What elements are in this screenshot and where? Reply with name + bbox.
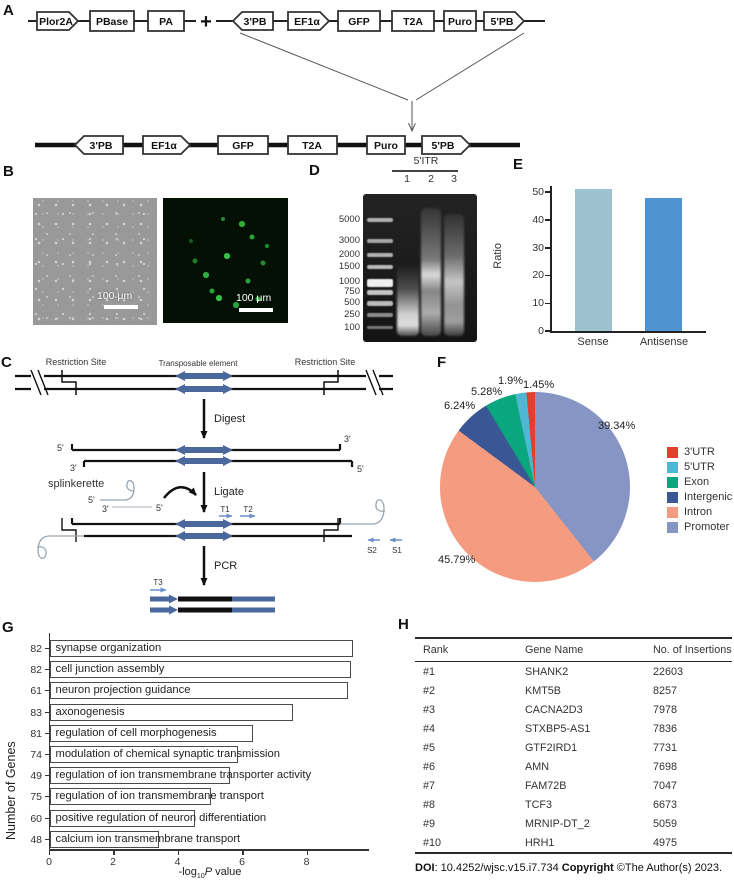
gfp-positive-cells (163, 198, 165, 200)
frag-5prime-left: 5' (57, 443, 64, 453)
sense-category-label: Sense (577, 336, 609, 348)
go-term-bar: cell junction assembly (50, 661, 352, 678)
antisense-category-label: Antisense (639, 336, 689, 348)
panel-label-d: D (309, 162, 320, 179)
donor-3pb-label: 3'PB (243, 16, 267, 28)
table-row: #7 FAM72B 7047 (423, 779, 678, 792)
digest-label: Digest (214, 413, 246, 425)
panel-label-a: A (3, 2, 14, 19)
g-ytick (45, 669, 49, 670)
ladder-500: 500 (344, 297, 360, 308)
int-5pb-label: 5'PB (431, 140, 455, 152)
gel-band (367, 301, 393, 306)
g-ytick (45, 648, 49, 649)
table-row: #10 HRH1 4975 (423, 836, 678, 849)
g-ytick (45, 818, 49, 819)
g-count: 81 (30, 728, 42, 740)
primer-s2-label: S2 (367, 546, 377, 555)
spl-3prime: 3' (102, 504, 109, 514)
int-3pb-label: 3'PB (89, 140, 113, 152)
ligate-label: Ligate (214, 486, 244, 498)
pie-label-5utr-pct: 1.9% (498, 375, 524, 387)
gel-band (367, 313, 393, 317)
spl-5prime-b: 5' (156, 503, 163, 513)
pa-label: PA (159, 16, 173, 28)
restriction-notch-right (324, 370, 338, 395)
go-term-bar: synapse organization (50, 640, 353, 657)
go-term-bar: regulation of ion transmembrane transport (50, 788, 211, 805)
gel-band (367, 253, 393, 257)
g-xtick (113, 851, 115, 855)
restriction-site-right-label: Restriction Site (294, 357, 356, 367)
gel-header-5itr: 5'ITR (413, 155, 439, 167)
e-ytick-20: 20 (532, 269, 544, 281)
copyright-value: ©The Author(s) 2023. (613, 862, 723, 874)
transposable-element-label: Transposable element (158, 359, 238, 368)
go-term-bar: regulation of ion transmembrane transporter activity (50, 767, 231, 784)
go-term-bar: neuron projection guidance (50, 682, 348, 699)
legend-label-3utr: 3'UTR (684, 446, 715, 458)
plus-sign: + (200, 11, 212, 33)
pcr-product (150, 595, 275, 615)
pie-label-exon-pct: 5.28% (471, 386, 503, 398)
go-term-bar: axonogenesis (50, 704, 293, 721)
frag-5prime-right: 5' (357, 464, 364, 474)
panel-label-h: H (398, 616, 409, 633)
gel-band (367, 239, 393, 243)
col-insertions: No. of Insertions (653, 638, 732, 662)
int-ef1a-label: EF1α (151, 140, 177, 152)
ladder-750: 750 (344, 286, 360, 297)
donor-puro-label: Puro (448, 16, 472, 28)
g-xtick-label: 8 (303, 856, 310, 868)
legend-label-intron: Intron (684, 506, 713, 518)
donor-ef1a-label: EF1α (294, 16, 320, 28)
gel-band (367, 290, 393, 295)
g-x-axis-title: $-\log_{10}P$ value (178, 866, 242, 881)
brightfield-scalebar-label: 100 μm (97, 290, 133, 302)
go-term-bar: modulation of chemical synaptic transmission (50, 746, 239, 763)
ligated-hairpin-right (340, 500, 385, 524)
panel-label-c: C (1, 354, 12, 371)
g-count: 61 (30, 685, 42, 697)
brightfield-micrograph (33, 198, 157, 325)
e-tick (545, 330, 550, 332)
panel-label-b: B (3, 163, 14, 180)
primer-s1-label: S1 (392, 546, 402, 555)
gel-lane-3-label: 3 (451, 173, 457, 185)
e-plot-area (551, 186, 706, 332)
pie-label-intron-pct: 45.79% (438, 554, 476, 566)
legend-swatch-intron (667, 507, 678, 518)
e-tick (545, 303, 550, 305)
plor2a-label: Plor2A (39, 16, 73, 28)
pie-label-promoter-pct: 39.34% (598, 420, 636, 432)
pie-label-3utr-pct: 1.45% (523, 379, 555, 391)
g-ytick (45, 754, 49, 755)
ladder-250: 250 (344, 309, 360, 320)
col-gene-name: Gene Name (525, 638, 653, 662)
g-count: 48 (30, 834, 42, 846)
table-row: #6 AMN 7698 (423, 760, 678, 773)
table-row: #9 MRNIP-DT_2 5059 (423, 817, 678, 830)
int-t2a-label: T2A (302, 140, 322, 152)
ladder-100: 100 (344, 322, 360, 333)
splinkerette-label: splinkerette (48, 478, 105, 490)
pcr-label: PCR (214, 560, 238, 572)
legend-label-intergenic: Intergenic (684, 491, 733, 503)
int-puro-label: Puro (374, 140, 398, 152)
g-xtick (49, 851, 51, 855)
gel-band (367, 279, 393, 287)
table-row: #4 STXBP5-AS1 7836 (423, 722, 678, 735)
primer-t1-label: T1 (220, 505, 230, 514)
g-count: 82 (30, 643, 42, 655)
panel-a-construct-diagram (0, 0, 734, 160)
primer-t2-label: T2 (243, 505, 253, 514)
copyright-label: Copyright (561, 862, 614, 874)
agarose-gel (363, 194, 477, 342)
ladder-1000: 1000 (338, 276, 360, 287)
legend-label-exon: Exon (684, 476, 710, 488)
doi-copyright-line (415, 862, 734, 874)
antisense-bar (645, 198, 682, 331)
g-ytick (45, 712, 49, 713)
ligated-hairpin-left (37, 536, 84, 558)
table-row: #8 TCF3 6673 (423, 798, 678, 811)
legend-swatch-3utr (667, 447, 678, 458)
pbase-label: PBase (95, 16, 129, 28)
table-header-row (415, 638, 732, 662)
g-xtick (307, 851, 309, 855)
spl-5prime-a: 5' (88, 495, 95, 505)
donor-gfp-label: GFP (348, 16, 370, 28)
panel-c-splinkerette-diagram (0, 352, 430, 620)
e-tick (545, 219, 550, 221)
legend-label-promoter: Promoter (684, 521, 730, 533)
e-ytick-30: 30 (532, 242, 544, 254)
e-tick (545, 275, 550, 277)
restriction-site-left-label: Restriction Site (45, 357, 107, 367)
panel-label-g: G (2, 619, 14, 636)
legend-swatch-promoter (667, 522, 678, 533)
fluorescence-scalebar-label: 100 μm (236, 292, 272, 304)
g-y-axis-title: Number of Genes (4, 741, 18, 840)
doi-value: : 10.4252/wjsc.v15.i7.734 (434, 862, 562, 874)
ladder-3000: 3000 (338, 235, 360, 246)
g-ytick (45, 839, 49, 840)
e-ytick-50: 50 (532, 186, 544, 198)
go-term-bar: calcium ion transmembrane transport (50, 831, 160, 848)
donor-t2a-label: T2A (403, 16, 423, 28)
go-term-bar: positive regulation of neuron differentiation (50, 810, 195, 827)
legend-label-5utr: 5'UTR (684, 461, 715, 473)
g-xtick-label: 2 (110, 856, 116, 868)
e-ytick-40: 40 (532, 214, 544, 226)
g-xtick (242, 851, 244, 855)
ladder-1500: 1500 (338, 261, 360, 272)
col-rank: Rank (415, 638, 525, 662)
gel-smear-lane-3 (444, 214, 464, 336)
fluorescence-scalebar (239, 308, 273, 312)
g-count: 75 (30, 791, 42, 803)
g-count: 49 (30, 770, 42, 782)
g-xtick-label: 6 (239, 856, 245, 868)
e-tick (545, 247, 550, 249)
g-count: 60 (30, 813, 42, 825)
gel-header-rule (392, 170, 458, 172)
g-xtick (178, 851, 180, 855)
gel-band (367, 265, 393, 269)
gel-lane-1-label: 1 (404, 173, 410, 185)
go-term-bar: regulation of cell morphogenesis (50, 725, 253, 742)
g-xtick-label: 4 (174, 856, 181, 868)
top-insertions-table (415, 637, 732, 854)
g-ytick (45, 796, 49, 797)
legend-swatch-intergenic (667, 492, 678, 503)
donor-5pb-label: 5'PB (490, 16, 514, 28)
panel-label-f: F (437, 354, 447, 371)
frag-3prime-right: 3' (344, 434, 351, 444)
g-ytick (45, 733, 49, 734)
g-x-axis (49, 849, 369, 851)
g-xtick-label: 0 (46, 856, 52, 868)
gel-smear-lane-2 (421, 208, 441, 336)
int-gfp-label: GFP (232, 140, 254, 152)
primer-t3-label: T3 (153, 578, 163, 587)
pie-label-intergenic-pct: 6.24% (444, 400, 476, 412)
legend-swatch-5utr (667, 462, 678, 473)
table-row: #2 KMT5B 8257 (423, 684, 678, 697)
g-count: 83 (30, 707, 42, 719)
table-row: #3 CACNA2D3 7978 (423, 703, 678, 716)
gel-band (367, 218, 393, 222)
splinkerette-hairpin (100, 481, 134, 500)
legend-swatch-exon (667, 477, 678, 488)
panel-label-e: E (513, 156, 524, 173)
e-x-axis (550, 331, 706, 333)
gel-smear-lane-1 (397, 264, 419, 336)
e-ytick-10: 10 (532, 297, 544, 309)
table-row: #1 SHANK2 22603 (423, 665, 684, 678)
g-count: 74 (30, 749, 42, 761)
fluorescence-micrograph (163, 198, 288, 323)
restriction-notch-left (62, 370, 76, 395)
g-ytick (45, 690, 49, 691)
integration-arrows (240, 33, 524, 130)
gel-band (367, 326, 393, 329)
g-count: 82 (30, 664, 42, 676)
brightfield-scalebar (104, 305, 138, 309)
ladder-2000: 2000 (338, 249, 360, 260)
sense-bar (575, 189, 612, 331)
table-row: #5 GTF2IRD1 7731 (423, 741, 678, 754)
e-ytick-0: 0 (538, 325, 544, 337)
e-tick (545, 191, 550, 193)
ladder-5000: 5000 (338, 214, 360, 225)
g-ytick (45, 775, 49, 776)
e-y-axis-title: Ratio (492, 243, 504, 269)
doi-label: DOI (415, 862, 435, 874)
frag-3prime-left: 3' (70, 463, 77, 473)
gel-lane-2-label: 2 (428, 173, 434, 185)
ligation-curved-arrow (164, 487, 196, 498)
